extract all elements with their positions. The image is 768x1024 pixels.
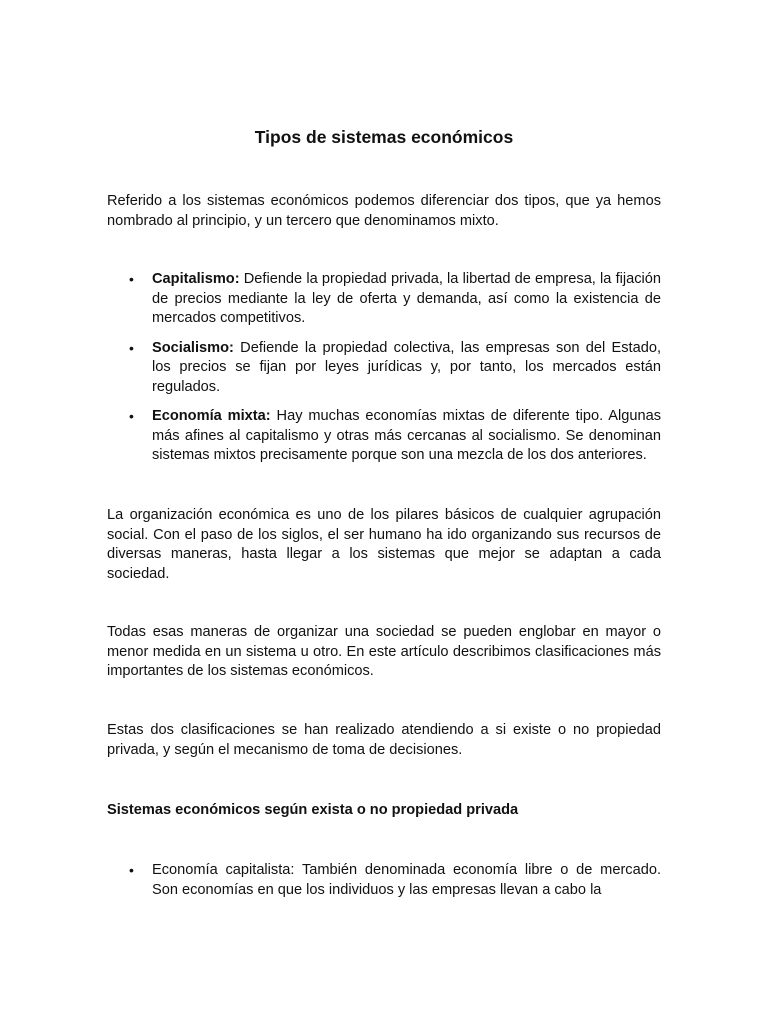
- description-socialismo: Defiende la propiedad colectiva, las empresas son del Estado, los precios se fijan por leyes jurídicas y, por tanto, los mercados están regulados.: [152, 339, 661, 395]
- term-capitalismo: Capitalismo:: [152, 271, 240, 287]
- criteria-paragraph: Estas dos clasificaciones se han realizado atendiendo a si existe o no propiedad privada, y según el mecanismo de toma de decisiones.: [107, 722, 661, 758]
- section-subheading: Sistemas económicos según exista o no propiedad privada: [107, 802, 519, 818]
- economic-types-list: [107, 270, 661, 476]
- list-item-economia-capitalista: [107, 861, 661, 900]
- intro-paragraph: Referido a los sistemas económicos podemos diferenciar dos tipos, que ya hemos nombrado al principio, y un tercero que denominamos mixto.: [107, 193, 661, 229]
- list-item-socialismo: [107, 339, 661, 398]
- term-socialismo: Socialismo:: [152, 339, 234, 356]
- description-capitalismo: Defiende la propiedad privada, la libertad de empresa, la fijación de precios mediante la ley de oferta y demanda, así como la existencia de mercados competitivos.: [152, 271, 661, 326]
- description-economia-mixta: Hay muchas economías mixtas de diferente tipo. Algunas más afines al capitalismo y otras más cercanas al socialismo. Se denominan sistemas mixtos precisamente porque son una mezcla de los dos anteriores.: [152, 408, 662, 463]
- bullet-icon: •: [129, 408, 134, 424]
- bullet-icon: •: [129, 862, 134, 878]
- term-economia-mixta: Economía mixta:: [152, 408, 271, 424]
- description-economia-capitalista: Economía capitalista: También denominada economía libre o de mercado. Son economías en que los individuos y las empresas llevan a cabo la: [152, 862, 661, 898]
- list-item-economia-mixta: [107, 407, 661, 466]
- private-property-list: [107, 861, 661, 910]
- bullet-icon: •: [129, 339, 134, 356]
- classification-paragraph: Todas esas maneras de organizar una sociedad se pueden englobar en mayor o menor medida en un sistema u otro. En este artículo describimos clasificaciones más importantes de los sistemas económicos.: [107, 624, 661, 679]
- bullet-icon: •: [129, 271, 134, 287]
- organization-paragraph: La organización económica es uno de los pilares básicos de cualquier agrupación social. Con el paso de los siglos, el ser humano ha ido organizando sus recursos de diversas maneras, hasta llegar a los sistemas que mejor se adaptan a cada sociedad.: [107, 507, 661, 582]
- list-item-capitalismo: [107, 270, 661, 329]
- document-title: Tipos de sistemas económicos: [254, 127, 514, 147]
